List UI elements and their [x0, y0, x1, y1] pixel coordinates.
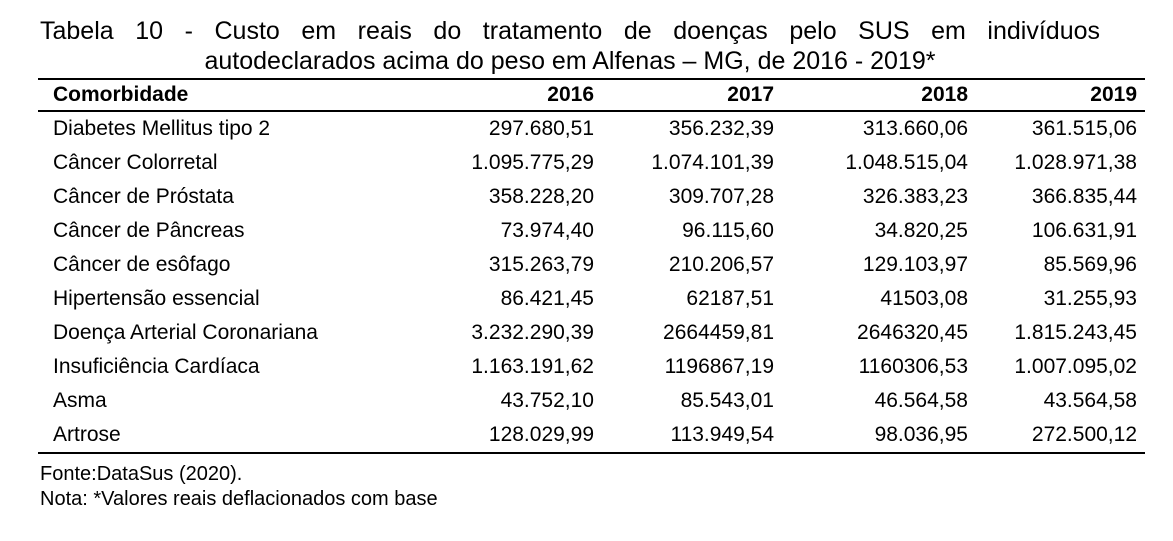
cell-2018: 2646320,45 — [857, 321, 968, 344]
cost-table — [38, 78, 1145, 454]
cell-2017: 210.206,57 — [668, 253, 774, 276]
cell-2018: 46.564,58 — [874, 389, 968, 412]
footnote: Nota: *Valores reais deflacionados com base — [40, 488, 438, 510]
row-label: Hipertensão essencial — [53, 287, 260, 310]
table-row — [38, 316, 1145, 350]
source-note: Fonte:DataSus (2020). — [40, 463, 243, 485]
header-2017: 2017 — [602, 79, 782, 111]
row-label: Diabetes Mellitus tipo 2 — [53, 117, 271, 140]
table-row — [38, 180, 1145, 214]
cell-2016: 315.263,79 — [488, 253, 594, 276]
cell-2017: 62187,51 — [686, 287, 774, 310]
cell-2019: 1.815.243,45 — [1014, 321, 1137, 344]
row-label: Asma — [53, 389, 107, 412]
table-caption — [40, 16, 1100, 76]
cell-2016: 358.228,20 — [488, 185, 594, 208]
cell-2017: 356.232,39 — [668, 117, 774, 140]
table-body — [38, 111, 1145, 453]
cell-2018: 34.820,25 — [874, 219, 968, 242]
cell-2019: 272.500,12 — [976, 418, 1145, 453]
cell-2018: 129.103,97 — [862, 253, 968, 276]
header-comorbidade: Comorbidade — [38, 79, 422, 111]
row-label: Câncer de Pâncreas — [53, 219, 245, 242]
cell-2019: 366.835,44 — [1031, 185, 1137, 208]
row-label: Câncer de Próstata — [53, 185, 234, 208]
cell-2017: 96.115,60 — [682, 219, 774, 242]
table-row — [38, 350, 1145, 384]
cell-2016: 1.163.191,62 — [471, 355, 594, 378]
cell-2019: 43.564,58 — [1043, 389, 1137, 412]
cell-2016: 43.752,10 — [500, 389, 594, 412]
header-2018: 2018 — [782, 79, 976, 111]
row-label: Doença Arterial Coronariana — [53, 321, 318, 344]
cell-2018: 1.048.515,04 — [845, 151, 968, 174]
row-label: Insuficiência Cardíaca — [53, 355, 260, 378]
header-2016: 2016 — [422, 79, 602, 111]
cell-2019: 31.255,93 — [1043, 287, 1137, 310]
cell-2018: 41503,08 — [880, 287, 968, 310]
cell-2016: 1.095.775,29 — [471, 151, 594, 174]
cell-2016: 128.029,99 — [422, 418, 602, 453]
cell-2016: 3.232.290,39 — [471, 321, 594, 344]
table-row — [38, 111, 1145, 146]
table-row — [38, 418, 1145, 453]
caption-line-1: Tabela 10 - Custo em reais do tratamento de doenças pelo SUS em indivíduos — [40, 17, 1100, 45]
cell-2017: 113.949,54 — [602, 418, 782, 453]
table-row — [38, 146, 1145, 180]
header-row — [38, 79, 1145, 111]
caption-line-2: autodeclarados acima do peso em Alfenas – MG, de 2016 - 2019* — [204, 47, 936, 75]
table-row — [38, 282, 1145, 316]
row-label: Câncer Colorretal — [53, 151, 218, 174]
cell-2016: 86.421,45 — [500, 287, 594, 310]
cell-2017: 309.707,28 — [668, 185, 774, 208]
cell-2018: 1160306,53 — [858, 355, 968, 378]
cell-2019: 1.028.971,38 — [1014, 151, 1137, 174]
row-label: Câncer de esôfago — [53, 253, 231, 276]
header-2019: 2019 — [976, 79, 1145, 111]
row-label: Artrose — [38, 418, 422, 453]
table-row — [38, 214, 1145, 248]
cell-2017: 85.543,01 — [680, 389, 774, 412]
cell-2017: 2664459,81 — [663, 321, 774, 344]
cell-2017: 1196867,19 — [664, 355, 774, 378]
cell-2016: 297.680,51 — [488, 117, 594, 140]
cell-2018: 326.383,23 — [862, 185, 968, 208]
table-notes — [40, 462, 438, 512]
cell-2019: 106.631,91 — [1031, 219, 1137, 242]
table-row — [38, 248, 1145, 282]
table-row — [38, 384, 1145, 418]
cell-2019: 361.515,06 — [1031, 117, 1137, 140]
cell-2019: 1.007.095,02 — [1014, 355, 1137, 378]
cell-2016: 73.974,40 — [500, 219, 594, 242]
cell-2018: 98.036,95 — [782, 418, 976, 453]
cell-2018: 313.660,06 — [862, 117, 968, 140]
cell-2019: 85.569,96 — [1043, 253, 1137, 276]
cell-2017: 1.074.101,39 — [651, 151, 774, 174]
